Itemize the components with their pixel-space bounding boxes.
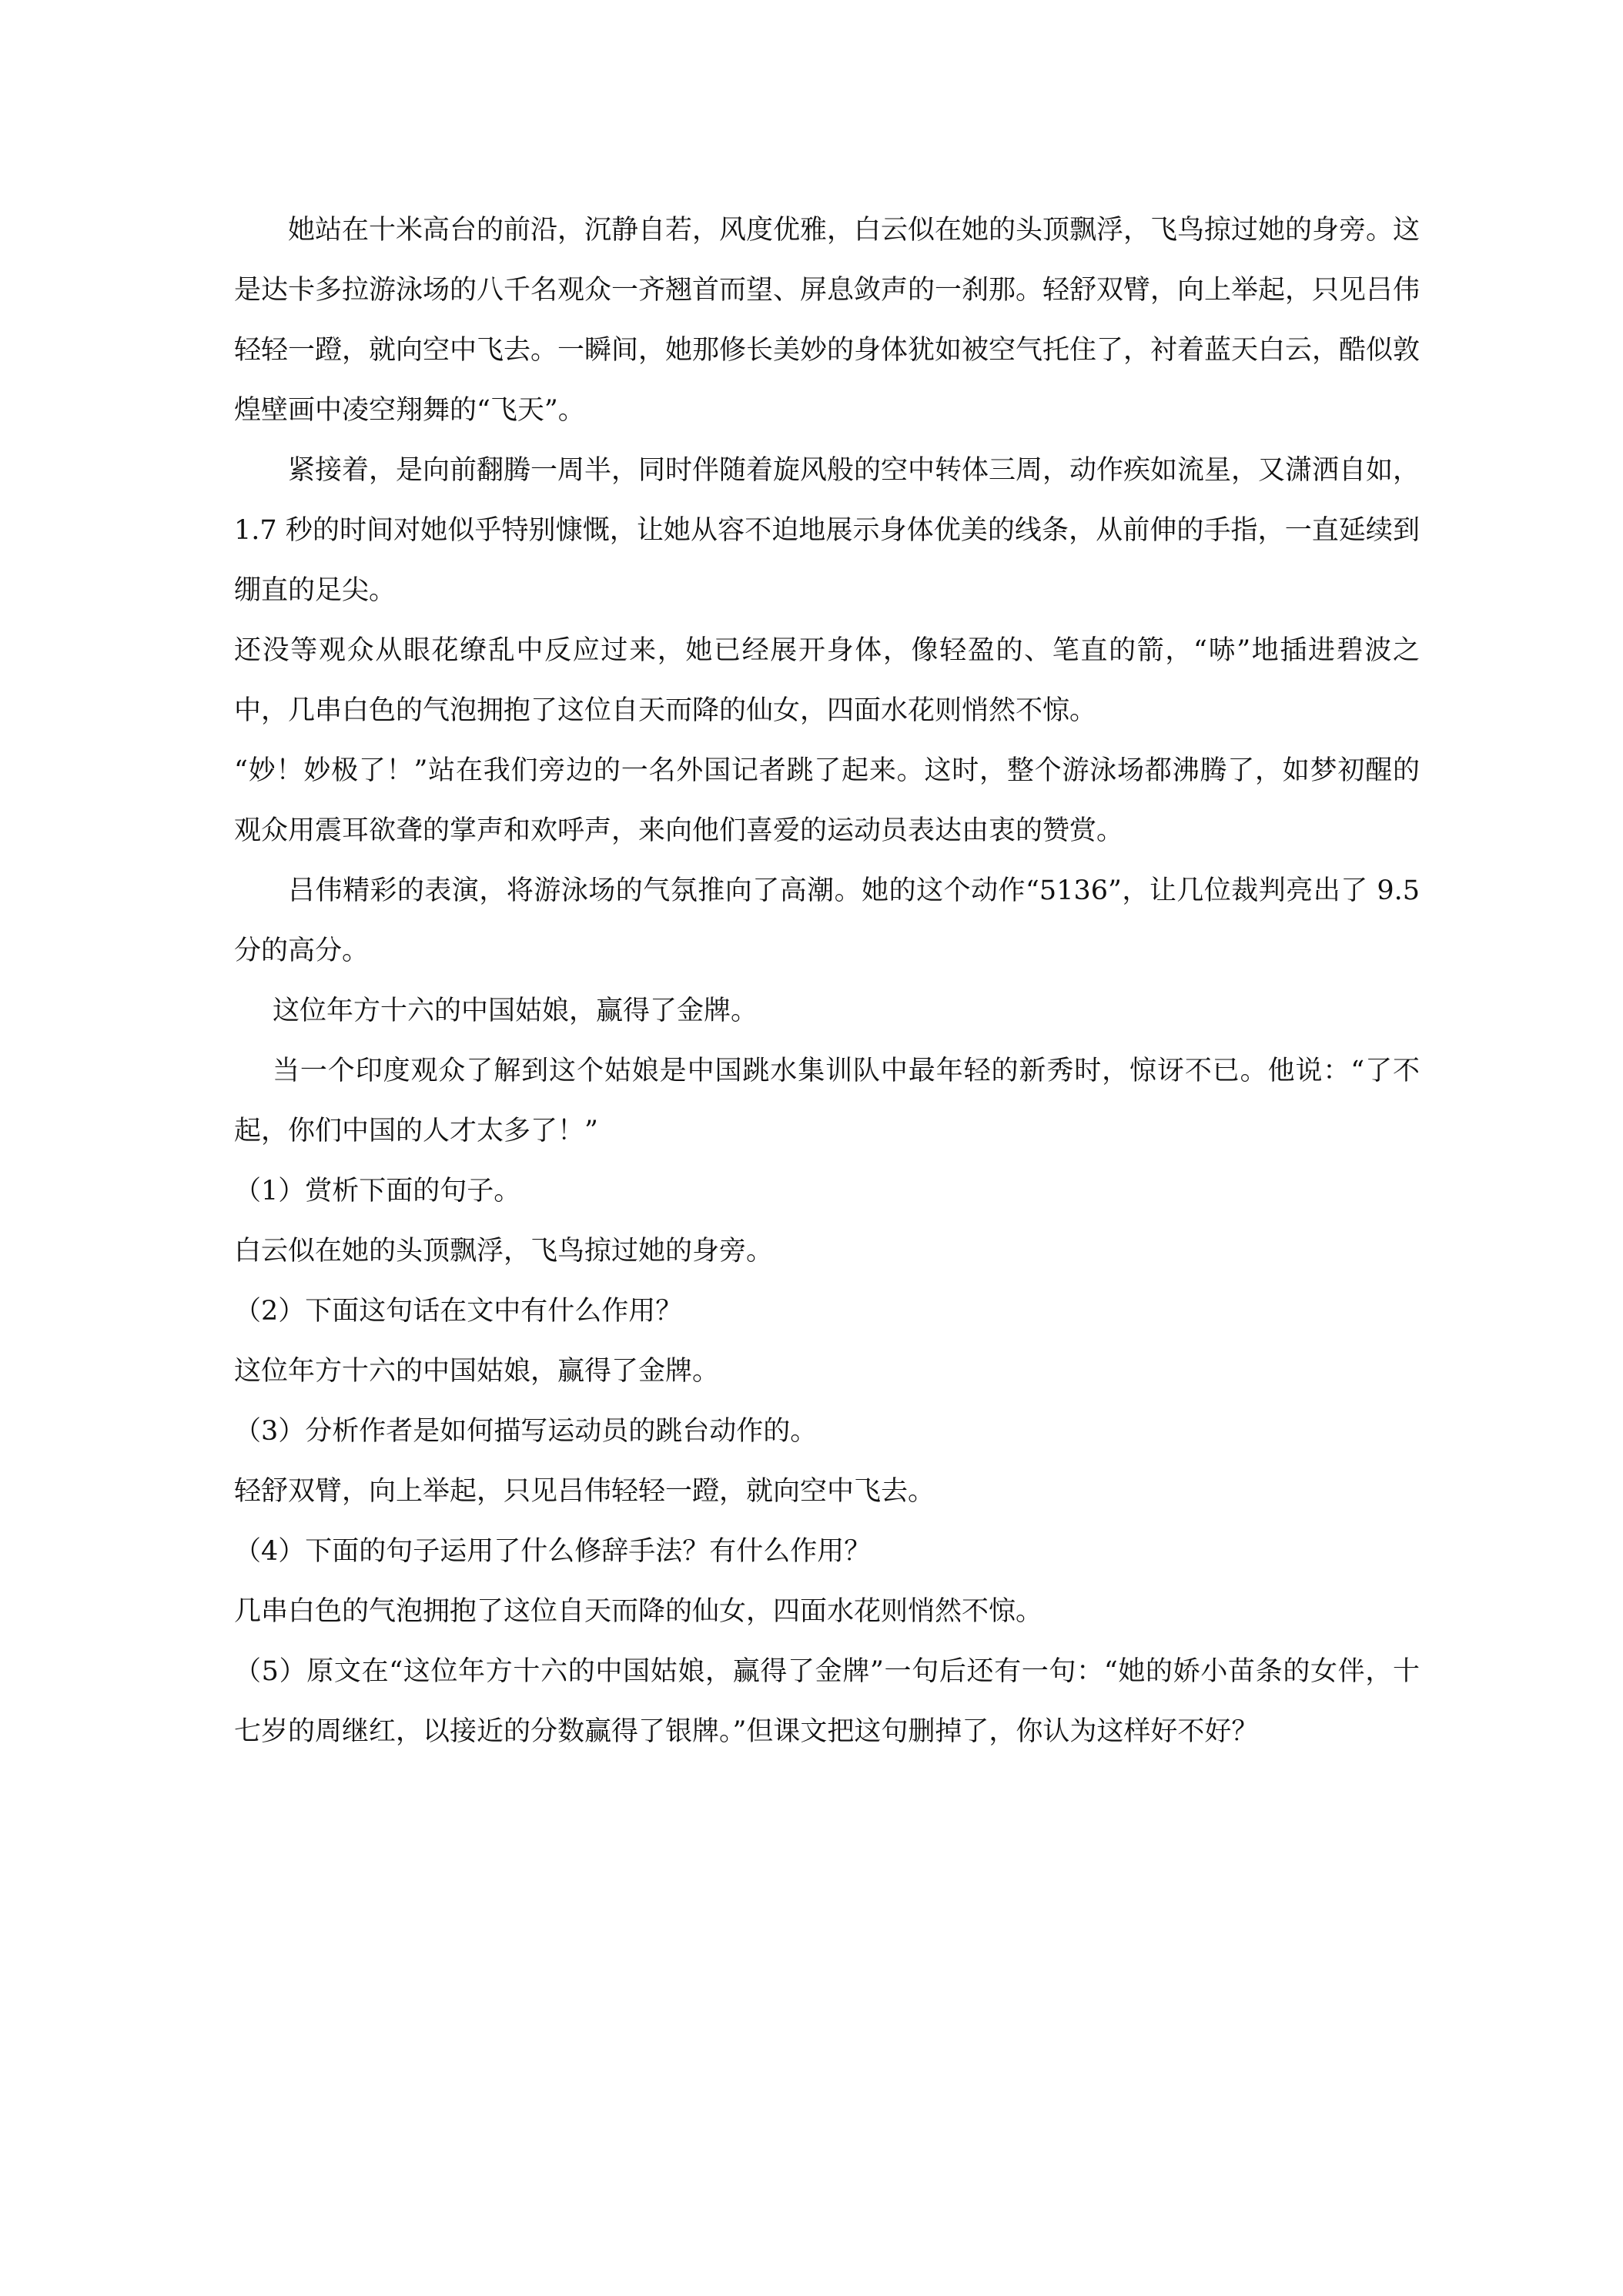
- question-2-sentence: 这位年方十六的中国姑娘，赢得了金牌。: [234, 1356, 720, 1387]
- passage-paragraph-3: 还没等观众从眼花缭乱中反应过来，她已经展开身体，像轻盈的、笔直的箭，“哧”地插进碧波之中，几串白色的气泡拥抱了这位自天而降的仙女，四面水花则悄然不惊。: [234, 635, 1420, 726]
- question-5: （5）原文在“这位年方十六的中国姑娘，赢得了金牌”一句后还有一句：“她的娇小苗条的女伴，十七岁的周继红，以接近的分数赢得了银牌。”但课文把这句删掉了，你认为这样好不好？: [234, 1656, 1420, 1747]
- passage-paragraph-6: 这位年方十六的中国姑娘，赢得了金牌。: [273, 996, 758, 1026]
- question-2: （2）下面这句话在文中有什么作用？: [234, 1296, 683, 1327]
- passage-paragraph-1: 她站在十米高台的前沿，沉静自若，风度优雅，白云似在她的头顶飘浮，飞鸟掠过她的身旁。这是达卡多拉游泳场的八千名观众一齐翘首而望、屏息敛声的一刹那。轻舒双臂，向上举起，只见吕伟轻轻一蹬，就向空中飞去。一瞬间，她那修长美妙的身体犹如被空气托住了，衬着蓝天白云，酷似敦煌壁画中凌空翔舞的“飞天”。: [234, 215, 1421, 426]
- document-body: [234, 200, 1420, 1762]
- question-3-sentence: 轻舒双臂，向上举起，只见吕伟轻轻一蹬，就向空中飞去。: [234, 1476, 935, 1507]
- question-4: （4）下面的句子运用了什么修辞手法？有什么作用？: [234, 1536, 872, 1567]
- passage-paragraph-2: 紧接着，是向前翻腾一周半，同时伴随着旋风般的空中转体三周，动作疾如流星，又潇洒自如，1.7 秒的时间对她似乎特别慷慨，让她从容不迫地展示身体优美的线条，从前伸的手指，一直延续到绷直的足尖。: [234, 455, 1421, 606]
- passage-paragraph-5: 吕伟精彩的表演，将游泳场的气氛推向了高潮。她的这个动作“5136”，让几位裁判亮出了 9.5 分的高分。: [234, 875, 1420, 966]
- question-3: （3）分析作者是如何描写运动员的跳台动作的。: [234, 1416, 818, 1447]
- question-1-sentence: 白云似在她的头顶飘浮，飞鸟掠过她的身旁。: [234, 1236, 774, 1267]
- passage-paragraph-4: “妙！妙极了！”站在我们旁边的一名外国记者跳了起来。这时，整个游泳场都沸腾了，如梦初醒的观众用震耳欲聋的掌声和欢呼声，来向他们喜爱的运动员表达由衷的赞赏。: [234, 755, 1420, 846]
- passage-paragraph-7: 当一个印度观众了解到这个姑娘是中国跳水集训队中最年轻的新秀时，惊讶不已。他说：“了不起，你们中国的人才太多了！”: [234, 1056, 1420, 1146]
- question-1: （1）赏析下面的句子。: [234, 1176, 521, 1207]
- question-4-sentence: 几串白色的气泡拥抱了这位自天而降的仙女，四面水花则悄然不惊。: [234, 1596, 1043, 1627]
